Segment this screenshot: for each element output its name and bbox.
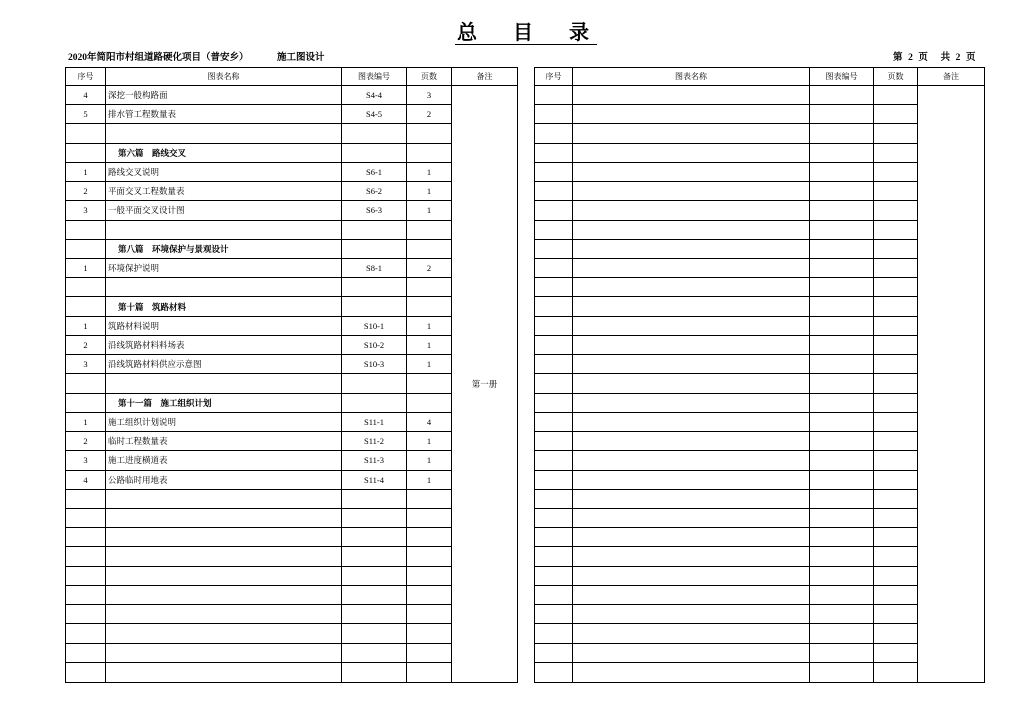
drawing-name-cell: [573, 644, 810, 663]
drawing-number-cell: [810, 471, 874, 490]
column-header-serial: 序号: [66, 68, 106, 86]
serial-cell: 1: [66, 413, 106, 432]
page-count-cell: [874, 259, 918, 278]
page-count-cell: [407, 394, 452, 413]
page-count-cell: [874, 221, 918, 240]
drawing-number-cell: S10-3: [342, 355, 407, 374]
serial-cell: 3: [66, 355, 106, 374]
document-title: 总 目 录: [457, 22, 597, 44]
drawing-name-cell: 深挖一般构路面: [106, 86, 342, 105]
drawing-name-cell: 排水管工程数量表: [106, 105, 342, 124]
drawing-name-cell: [573, 451, 810, 470]
drawing-name-cell: 临时工程数量表: [106, 432, 342, 451]
drawing-name-cell: [106, 663, 342, 682]
drawing-number-cell: [810, 297, 874, 316]
drawing-number-cell: [342, 394, 407, 413]
drawing-name-cell: [573, 105, 810, 124]
page-count-cell: [874, 547, 918, 566]
drawing-number-cell: [810, 394, 874, 413]
serial-cell: [535, 624, 573, 643]
serial-cell: [66, 644, 106, 663]
drawing-number-cell: [810, 336, 874, 355]
serial-cell: [66, 297, 106, 316]
drawing-number-cell: [810, 451, 874, 470]
serial-cell: 1: [66, 163, 106, 182]
drawing-name-cell: 环境保护说明: [106, 259, 342, 278]
page-count-cell: [407, 663, 452, 682]
page-count-cell: 2: [407, 105, 452, 124]
serial-cell: 4: [66, 471, 106, 490]
serial-cell: [535, 163, 573, 182]
page-count-cell: [874, 605, 918, 624]
drawing-name-cell: [573, 547, 810, 566]
page-count-cell: [874, 471, 918, 490]
drawing-name-cell: [573, 663, 810, 682]
drawing-name-cell: [573, 490, 810, 509]
page-count-cell: [407, 586, 452, 605]
drawing-number-cell: S11-3: [342, 451, 407, 470]
page-count-cell: 4: [407, 413, 452, 432]
drawing-number-cell: S11-4: [342, 471, 407, 490]
serial-cell: [535, 144, 573, 163]
drawing-number-cell: [342, 509, 407, 528]
serial-cell: [535, 124, 573, 143]
page-count-cell: [407, 221, 452, 240]
drawing-number-cell: [342, 547, 407, 566]
drawing-name-cell: [106, 528, 342, 547]
drawing-number-cell: S4-5: [342, 105, 407, 124]
column-header-page-count: 页数: [874, 68, 918, 86]
drawing-number-cell: S10-2: [342, 336, 407, 355]
drawing-name-cell: [106, 547, 342, 566]
serial-cell: [535, 317, 573, 336]
page-count-cell: [407, 567, 452, 586]
drawing-number-cell: [810, 547, 874, 566]
page-count-cell: [874, 317, 918, 336]
serial-cell: 2: [66, 182, 106, 201]
serial-cell: [535, 86, 573, 105]
serial-cell: 4: [66, 86, 106, 105]
page-count-cell: [874, 124, 918, 143]
page-count-cell: [874, 644, 918, 663]
section-heading: 第六篇 路线交叉: [106, 144, 342, 163]
serial-cell: [66, 124, 106, 143]
serial-cell: 3: [66, 201, 106, 220]
drawing-number-cell: [810, 124, 874, 143]
drawing-number-cell: [810, 509, 874, 528]
drawing-name-cell: [106, 221, 342, 240]
page-count-cell: [874, 297, 918, 316]
page-count-cell: [407, 528, 452, 547]
serial-cell: [535, 105, 573, 124]
page-count-cell: 3: [407, 86, 452, 105]
page-count-cell: 1: [407, 182, 452, 201]
drawing-number-cell: [342, 528, 407, 547]
drawing-number-cell: [810, 663, 874, 682]
drawing-number-cell: S11-1: [342, 413, 407, 432]
catalog-table-right: [535, 68, 984, 682]
drawing-name-cell: [573, 297, 810, 316]
drawing-number-cell: [342, 567, 407, 586]
drawing-number-cell: [342, 374, 407, 393]
page-count-cell: [874, 240, 918, 259]
column-header-remarks: 备注: [918, 68, 984, 86]
drawing-name-cell: [106, 278, 342, 297]
serial-cell: [535, 201, 573, 220]
serial-cell: 2: [66, 336, 106, 355]
drawing-number-cell: S11-2: [342, 432, 407, 451]
drawing-number-cell: S8-1: [342, 259, 407, 278]
serial-cell: [66, 605, 106, 624]
page-count-cell: [874, 509, 918, 528]
drawing-number-cell: [810, 201, 874, 220]
drawing-name-cell: [573, 221, 810, 240]
serial-cell: [535, 490, 573, 509]
page-count-cell: 1: [407, 451, 452, 470]
column-header-serial: 序号: [535, 68, 573, 86]
column-header-drawing-number: 图表编号: [810, 68, 874, 86]
drawing-name-cell: [106, 624, 342, 643]
page-count-cell: [874, 374, 918, 393]
drawing-number-cell: [810, 278, 874, 297]
drawing-name-cell: 一般平面交叉设计图: [106, 201, 342, 220]
serial-cell: [535, 182, 573, 201]
drawing-number-cell: S6-3: [342, 201, 407, 220]
page-count-cell: [874, 105, 918, 124]
catalog-table-left: [66, 68, 517, 682]
serial-cell: [66, 547, 106, 566]
drawing-number-cell: [342, 490, 407, 509]
serial-cell: [535, 297, 573, 316]
drawing-name-cell: [573, 432, 810, 451]
page-count-cell: [407, 644, 452, 663]
drawing-name-cell: 沿线筑路材料供应示意图: [106, 355, 342, 374]
drawing-name-cell: [573, 336, 810, 355]
drawing-name-cell: 施工组织计划说明: [106, 413, 342, 432]
serial-cell: [535, 240, 573, 259]
page-count-cell: [407, 144, 452, 163]
page-count-cell: [874, 278, 918, 297]
drawing-name-cell: [573, 355, 810, 374]
page-count-cell: 2: [407, 259, 452, 278]
drawing-number-cell: [810, 624, 874, 643]
page-count-cell: [874, 567, 918, 586]
drawing-name-cell: 沿线筑路材料料场表: [106, 336, 342, 355]
serial-cell: [535, 451, 573, 470]
page-count-cell: [407, 605, 452, 624]
serial-cell: [66, 278, 106, 297]
page-count-cell: [874, 394, 918, 413]
drawing-name-cell: [573, 394, 810, 413]
drawing-name-cell: 施工进度横道表: [106, 451, 342, 470]
serial-cell: [66, 567, 106, 586]
drawing-number-cell: [342, 240, 407, 259]
drawing-name-cell: [573, 86, 810, 105]
drawing-number-cell: S6-2: [342, 182, 407, 201]
serial-cell: [535, 336, 573, 355]
serial-cell: [535, 528, 573, 547]
drawing-name-cell: [573, 624, 810, 643]
page-count-cell: [874, 528, 918, 547]
serial-cell: [535, 663, 573, 682]
serial-cell: [66, 624, 106, 643]
drawing-name-cell: 公路临时用地表: [106, 471, 342, 490]
drawing-number-cell: [810, 586, 874, 605]
page-count-cell: [874, 432, 918, 451]
drawing-number-cell: [342, 221, 407, 240]
serial-cell: 1: [66, 259, 106, 278]
drawing-number-cell: [810, 374, 874, 393]
project-name: 2020年简阳市村组道路硬化项目（普安乡）: [68, 53, 249, 63]
drawing-number-cell: S6-1: [342, 163, 407, 182]
serial-cell: [66, 586, 106, 605]
serial-cell: [535, 259, 573, 278]
page-count-cell: [874, 86, 918, 105]
serial-cell: [66, 394, 106, 413]
remarks-cell: 第一册: [471, 379, 498, 389]
drawing-name-cell: [573, 586, 810, 605]
drawing-name-cell: [106, 586, 342, 605]
drawing-name-cell: [106, 124, 342, 143]
drawing-number-cell: [810, 259, 874, 278]
page-count-cell: 1: [407, 201, 452, 220]
page-indicator: 第 2 页 共 2 页: [893, 53, 978, 63]
page-count-cell: [874, 182, 918, 201]
drawing-number-cell: [810, 144, 874, 163]
serial-cell: [535, 355, 573, 374]
drawing-number-cell: [810, 567, 874, 586]
drawing-number-cell: [342, 586, 407, 605]
serial-cell: [535, 374, 573, 393]
drawing-number-cell: [810, 432, 874, 451]
drawing-number-cell: [810, 317, 874, 336]
drawing-name-cell: 路线交叉说明: [106, 163, 342, 182]
column-header-drawing-name: 图表名称: [573, 68, 810, 86]
page-count-cell: [407, 240, 452, 259]
remarks-cell: [918, 86, 984, 682]
drawing-name-cell: [573, 124, 810, 143]
serial-cell: 5: [66, 105, 106, 124]
section-heading: 第八篇 环境保护与景观设计: [106, 240, 342, 259]
column-header-remarks: 备注: [452, 68, 517, 86]
section-heading: 第十一篇 施工组织计划: [106, 394, 342, 413]
serial-cell: [535, 547, 573, 566]
page-count-cell: [407, 624, 452, 643]
serial-cell: [535, 278, 573, 297]
page-count-cell: 1: [407, 432, 452, 451]
column-header-drawing-number: 图表编号: [342, 68, 407, 86]
drawing-number-cell: [810, 221, 874, 240]
page-count-cell: [874, 586, 918, 605]
drawing-name-cell: [573, 201, 810, 220]
drawing-number-cell: [810, 355, 874, 374]
drawing-name-cell: [106, 567, 342, 586]
drawing-name-cell: [106, 509, 342, 528]
page-count-cell: [407, 509, 452, 528]
drawing-number-cell: [810, 105, 874, 124]
drawing-name-cell: [573, 509, 810, 528]
drawing-number-cell: [810, 240, 874, 259]
drawing-number-cell: [342, 624, 407, 643]
drawing-number-cell: [810, 605, 874, 624]
design-stage: 施工图设计: [277, 53, 325, 63]
drawing-number-cell: [810, 163, 874, 182]
drawing-number-cell: [342, 605, 407, 624]
drawing-name-cell: [573, 240, 810, 259]
serial-cell: [535, 413, 573, 432]
drawing-number-cell: S10-1: [342, 317, 407, 336]
serial-cell: [535, 471, 573, 490]
drawing-name-cell: [106, 605, 342, 624]
page-count-cell: [874, 144, 918, 163]
serial-cell: [66, 374, 106, 393]
serial-cell: [535, 221, 573, 240]
drawing-number-cell: [342, 297, 407, 316]
drawing-name-cell: [573, 144, 810, 163]
page-count-cell: [407, 374, 452, 393]
serial-cell: 1: [66, 317, 106, 336]
drawing-number-cell: [342, 144, 407, 163]
column-header-drawing-name: 图表名称: [106, 68, 342, 86]
serial-cell: [535, 644, 573, 663]
serial-cell: [535, 567, 573, 586]
page-count-cell: [874, 490, 918, 509]
drawing-number-cell: [342, 278, 407, 297]
column-header-page-count: 页数: [407, 68, 452, 86]
drawing-number-cell: [810, 182, 874, 201]
page-count-cell: [874, 336, 918, 355]
page-count-cell: 1: [407, 336, 452, 355]
drawing-name-cell: [573, 567, 810, 586]
serial-cell: [535, 394, 573, 413]
drawing-name-cell: [573, 278, 810, 297]
drawing-name-cell: 平面交叉工程数量表: [106, 182, 342, 201]
drawing-name-cell: [573, 317, 810, 336]
serial-cell: [535, 586, 573, 605]
drawing-number-cell: [342, 663, 407, 682]
serial-cell: [66, 144, 106, 163]
serial-cell: [66, 528, 106, 547]
serial-cell: 3: [66, 451, 106, 470]
page-count-cell: 1: [407, 355, 452, 374]
drawing-name-cell: [573, 163, 810, 182]
drawing-name-cell: [573, 259, 810, 278]
page-count-cell: [874, 624, 918, 643]
page-count-cell: [874, 663, 918, 682]
drawing-name-cell: [106, 644, 342, 663]
drawing-number-cell: S4-4: [342, 86, 407, 105]
page-count-cell: [407, 124, 452, 143]
serial-cell: 2: [66, 432, 106, 451]
drawing-number-cell: [810, 413, 874, 432]
page-count-cell: [874, 201, 918, 220]
drawing-number-cell: [810, 644, 874, 663]
page-count-cell: [874, 163, 918, 182]
drawing-name-cell: [573, 182, 810, 201]
serial-cell: [535, 509, 573, 528]
serial-cell: [66, 663, 106, 682]
page-count-cell: [407, 297, 452, 316]
page-count-cell: [874, 451, 918, 470]
page-count-cell: [407, 278, 452, 297]
page-count-cell: [874, 413, 918, 432]
serial-cell: [535, 605, 573, 624]
drawing-number-cell: [810, 490, 874, 509]
page-count-cell: [407, 547, 452, 566]
drawing-name-cell: [573, 413, 810, 432]
drawing-name-cell: 筑路材料说明: [106, 317, 342, 336]
drawing-number-cell: [342, 124, 407, 143]
serial-cell: [535, 432, 573, 451]
drawing-name-cell: [106, 490, 342, 509]
drawing-number-cell: [342, 644, 407, 663]
serial-cell: [66, 490, 106, 509]
drawing-name-cell: [573, 471, 810, 490]
page-count-cell: 1: [407, 163, 452, 182]
serial-cell: [66, 221, 106, 240]
drawing-name-cell: [573, 374, 810, 393]
drawing-name-cell: [573, 605, 810, 624]
drawing-name-cell: [573, 528, 810, 547]
drawing-name-cell: [106, 374, 342, 393]
serial-cell: [66, 509, 106, 528]
page-count-cell: 1: [407, 317, 452, 336]
drawing-number-cell: [810, 86, 874, 105]
page-count-cell: 1: [407, 471, 452, 490]
serial-cell: [66, 240, 106, 259]
section-heading: 第十篇 筑路材料: [106, 297, 342, 316]
page-count-cell: [874, 355, 918, 374]
page-count-cell: [407, 490, 452, 509]
drawing-number-cell: [810, 528, 874, 547]
